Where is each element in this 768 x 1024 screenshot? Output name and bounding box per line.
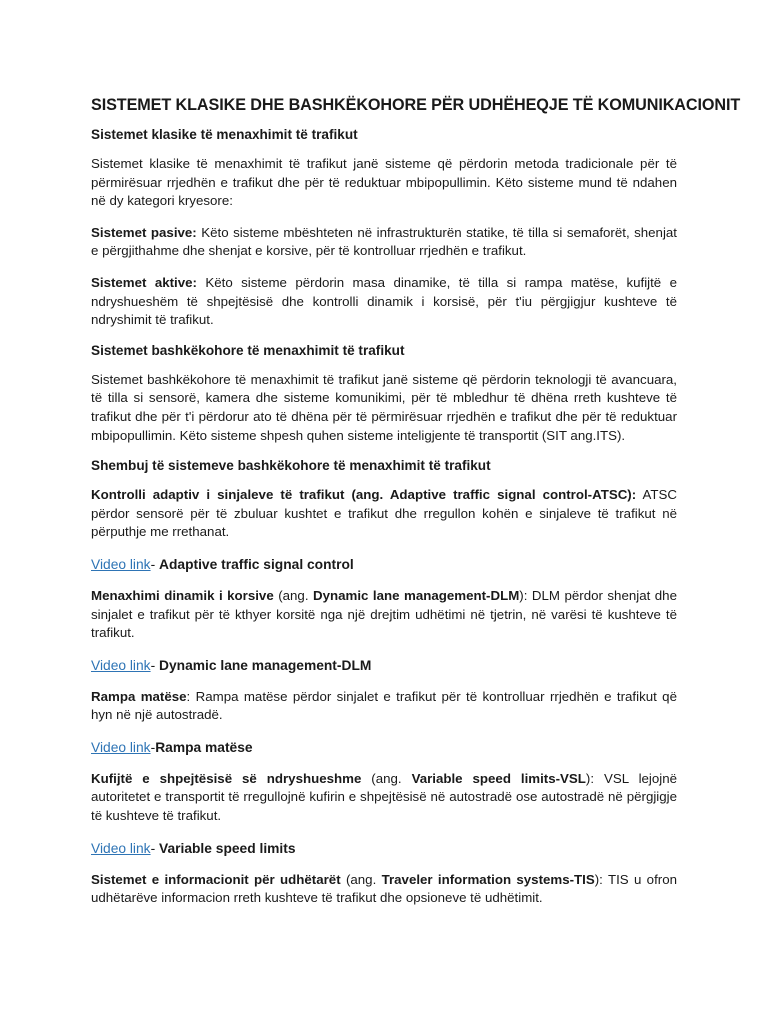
vsl-term-b: Variable speed limits-VSL bbox=[411, 770, 586, 786]
ramp-video-line bbox=[91, 738, 677, 757]
tis-text: ): TIS u ofron udhëtarëve informacion rreth kushteve të trafikut dhe opsioneve të udhëtimit. bbox=[91, 871, 677, 906]
dlm-video-line bbox=[91, 656, 677, 675]
ramp-text: : Rampa matëse përdor sinjalet e trafikut për të kontrolluar rrjedhën e trafikut që hyn në një autostradë. bbox=[91, 688, 677, 723]
vsl-video-line bbox=[91, 839, 677, 858]
passive-paragraph bbox=[91, 224, 677, 261]
active-text: Këto sisteme përdorin masa dinamike, të tilla si rampa matëse, kufijtë e ndryshueshëm të shpejtësisë dhe kontrolli dinamik i korsisë, për t'iu përgjigjur kushteve të ndryshimit të trafikut. bbox=[91, 274, 677, 328]
atsc-paragraph bbox=[91, 486, 677, 542]
atsc-term: Kontrolli adaptiv i sinjaleve të trafikut (ang. Adaptive traffic signal control-ATSC): bbox=[91, 487, 637, 503]
passive-text: Këto sisteme mbështeten në infrastrukturën statike, të tilla si semaforët, shenjat e përgjithahme dhe shenjat e korsive, për të kontrolluar rrjedhën e trafikut. bbox=[91, 224, 677, 259]
ramp-paragraph bbox=[91, 688, 677, 725]
ramp-link-desc: Rampa matëse bbox=[155, 739, 253, 755]
passive-term: Sistemet pasive: bbox=[91, 224, 197, 240]
examples-heading: Shembuj të sistemeve bashkëkohore të menaxhimit të trafikut bbox=[91, 458, 491, 474]
tis-term-a: Sistemet e informacionit për udhëtarët bbox=[91, 871, 341, 887]
dlm-text: ): DLM përdor shenjat dhe sinjalet e trafikut për të kthyer korsitë nga një drejtim udhëtimi në tjetrin, në varësi të kushteve të trafikut. bbox=[91, 587, 677, 641]
atsc-link-sep: - bbox=[150, 556, 160, 572]
ramp-link-sep: - bbox=[150, 739, 156, 755]
ramp-video-link[interactable]: Video link bbox=[91, 739, 151, 755]
vsl-link-desc: Variable speed limits bbox=[159, 840, 296, 856]
ramp-term: Rampa matëse bbox=[91, 688, 187, 704]
atsc-text: ATSC përdor sensorë për të zbuluar kushtet e trafikut dhe rregullon kohën e sinjaleve të trafikut në përputhje me rrethanat. bbox=[91, 487, 677, 540]
vsl-link-sep: - bbox=[150, 840, 160, 856]
vsl-mid: (ang. bbox=[361, 770, 412, 786]
vsl-text: ): VSL lejojnë autoritetet e transportit të rregullojnë kufirin e shpejtësisë në autostradë ose autostradë në përgjigje të kushteve të trafikut. bbox=[91, 770, 678, 824]
vsl-video-link[interactable]: Video link bbox=[91, 840, 151, 856]
atsc-link-desc: Adaptive traffic signal control bbox=[159, 556, 354, 572]
modern-intro: Sistemet bashkëkohore të menaxhimit të trafikut janë sisteme që përdorin teknologji të avancuara, të tilla si sensorë, kamera dhe sisteme komunikimi, për të mbledhur të dhëna rreth kushteve të trafikut dhe për t'i përdorur ato të dhëna për të përmirësuar rrjedhën e trafikut dhe për të reduktuar mbipopullimin. Këto sisteme shpesh quhen sisteme inteligjente të transportit (SIT ang.ITS). bbox=[91, 371, 677, 443]
classic-intro: Sistemet klasike të menaxhimit të trafikut janë sisteme që përdorin metoda tradicionale për të përmirësuar rrjedhën e trafikut dhe për të reduktuar mbipopullimin. Këto sisteme mund të ndahen në dy kategori kryesore: bbox=[91, 156, 677, 209]
modern-heading: Sistemet bashkëkohore të menaxhimit të trafikut bbox=[91, 342, 405, 358]
classic-heading: Sistemet klasike të menaxhimit të trafikut bbox=[91, 127, 358, 142]
dlm-mid: (ang. bbox=[273, 587, 314, 603]
dlm-link-sep: - bbox=[150, 657, 160, 673]
tis-mid: (ang. bbox=[340, 871, 382, 887]
atsc-video-line bbox=[91, 555, 677, 574]
dlm-term-a: Menaxhimi dinamik i korsive bbox=[91, 587, 274, 603]
active-term: Sistemet aktive: bbox=[91, 274, 197, 290]
dlm-term-b: Dynamic lane management-DLM bbox=[313, 587, 520, 603]
vsl-term-a: Kufijtë e shpejtësisë së ndryshueshme bbox=[91, 770, 362, 786]
atsc-video-link[interactable]: Video link bbox=[91, 556, 151, 572]
dlm-paragraph bbox=[91, 587, 677, 643]
dlm-link-desc: Dynamic lane management-DLM bbox=[159, 657, 372, 673]
tis-paragraph bbox=[91, 871, 677, 908]
dlm-video-link[interactable]: Video link bbox=[91, 657, 151, 673]
document-title: SISTEMET KLASIKE DHE BASHKËKOHORE PËR UDHËHEQJE TË KOMUNIKACIONIT bbox=[91, 96, 741, 114]
tis-term-b: Traveler information systems-TIS bbox=[381, 871, 595, 887]
active-paragraph bbox=[91, 274, 677, 330]
vsl-paragraph bbox=[91, 770, 677, 826]
